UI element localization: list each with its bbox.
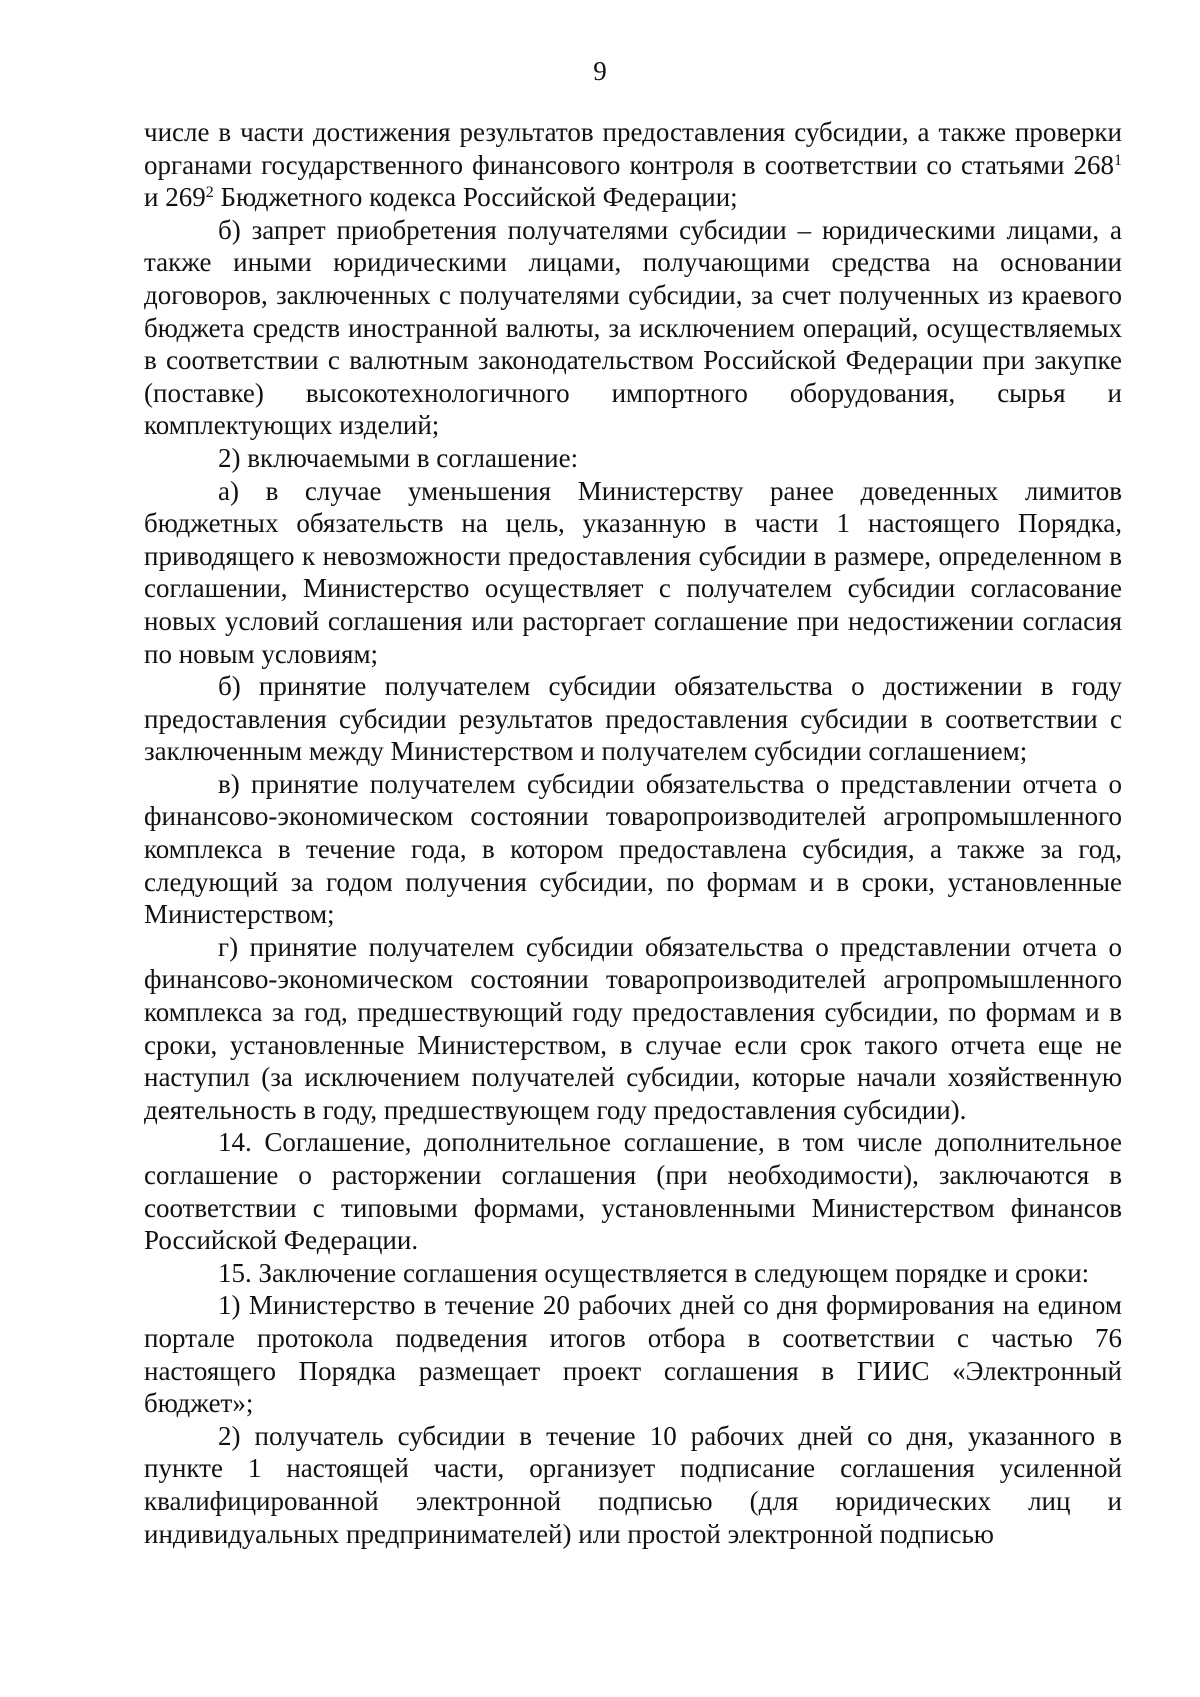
- paragraph: 14. Соглашение, дополнительное соглашение, в том числе дополнительное соглашение о расторжении соглашения (при необходимости), заключаются в соответствии с типовыми формами, установленными Министерством финансов Российской Федерации.: [144, 1127, 1122, 1256]
- paragraph-continuation: [144, 116, 1122, 214]
- paragraph: 1) Министерство в течение 20 рабочих дней со дня формирования на едином портале протокола подведения итогов отбора в соответствии с частью 76 настоящего Порядка размещает проект соглашения в ГИИС «Электронный бюджет»;: [144, 1290, 1122, 1419]
- paragraph: а) в случае уменьшения Министерству ранее доведенных лимитов бюджетных обязательств на цель, указанную в части 1 настоящего Порядка, приводящего к невозможности предоставления субсидии в размере, определенном в соглашении, Министерство осуществляет с получателем субсидии согласование новых условий соглашения или расторгает соглашение при недостижении согласия по новым условиям;: [144, 475, 1122, 669]
- document-body: [144, 116, 1122, 1550]
- paragraph-text: и 269: [144, 182, 206, 213]
- paragraph-text: числе в части достижения результатов предоставления субсидии, а также проверки органами государственного финансового контроля в соответствии со статьями 268: [144, 117, 1122, 180]
- paragraph: 15. Заключение соглашения осуществляется в следующем порядке и сроки:: [218, 1257, 1090, 1288]
- paragraph: 2) включаемыми в соглашение:: [218, 442, 579, 473]
- paragraph: г) принятие получателем субсидии обязательства о представлении отчета о финансово-экономическом состоянии товаропроизводителей агропромышленного комплекса за год, предшествующий году предоставления субсидии, по формам и в сроки, установленные Министерством, в случае если срок такого отчета еще не наступил (за исключением получателей субсидии, которые начали хозяйственную деятельность в году, предшествующем году предоставления субсидии).: [144, 931, 1122, 1125]
- paragraph-text: Бюджетного кодекса Российской Федерации;: [213, 182, 738, 213]
- paragraph: б) запрет приобретения получателями субсидии – юридическими лицами, а также иными юридическими лицами, получающими средства на основании договоров, заключенных с получателями субсидии, за счет полученных из краевого бюджета средств иностранной валюты, за исключением операций, осуществляемых в соответствии с валютным законодательством Российской Федерации при закупке (поставке) высокотехнологичного импортного оборудования, сырья и комплектующих изделий;: [144, 214, 1122, 441]
- superscript: 2: [205, 184, 214, 202]
- page-number: 9: [593, 56, 607, 86]
- superscript: 1: [1114, 151, 1122, 169]
- paragraph: б) принятие получателем субсидии обязательства о достижении в году предоставления субсидии результатов предоставления субсидии в соответствии с заключенным между Министерством и получателем субсидии соглашением;: [144, 671, 1122, 767]
- paragraph: в) принятие получателем субсидии обязательства о представлении отчета о финансово-экономическом состоянии товаропроизводителей агропромышленного комплекса в течение года, в котором предоставлена субсидия, а также за год, следующий за годом получения субсидии, по формам и в сроки, установленные Министерством;: [144, 768, 1122, 930]
- paragraph: 2) получатель субсидии в течение 10 рабочих дней со дня, указанного в пункте 1 настоящей части, организует подписание соглашения усиленной квалифицированной электронной подписью (для юридических лиц и индивидуальных предпринимателей) или простой электронной подписью: [144, 1420, 1122, 1549]
